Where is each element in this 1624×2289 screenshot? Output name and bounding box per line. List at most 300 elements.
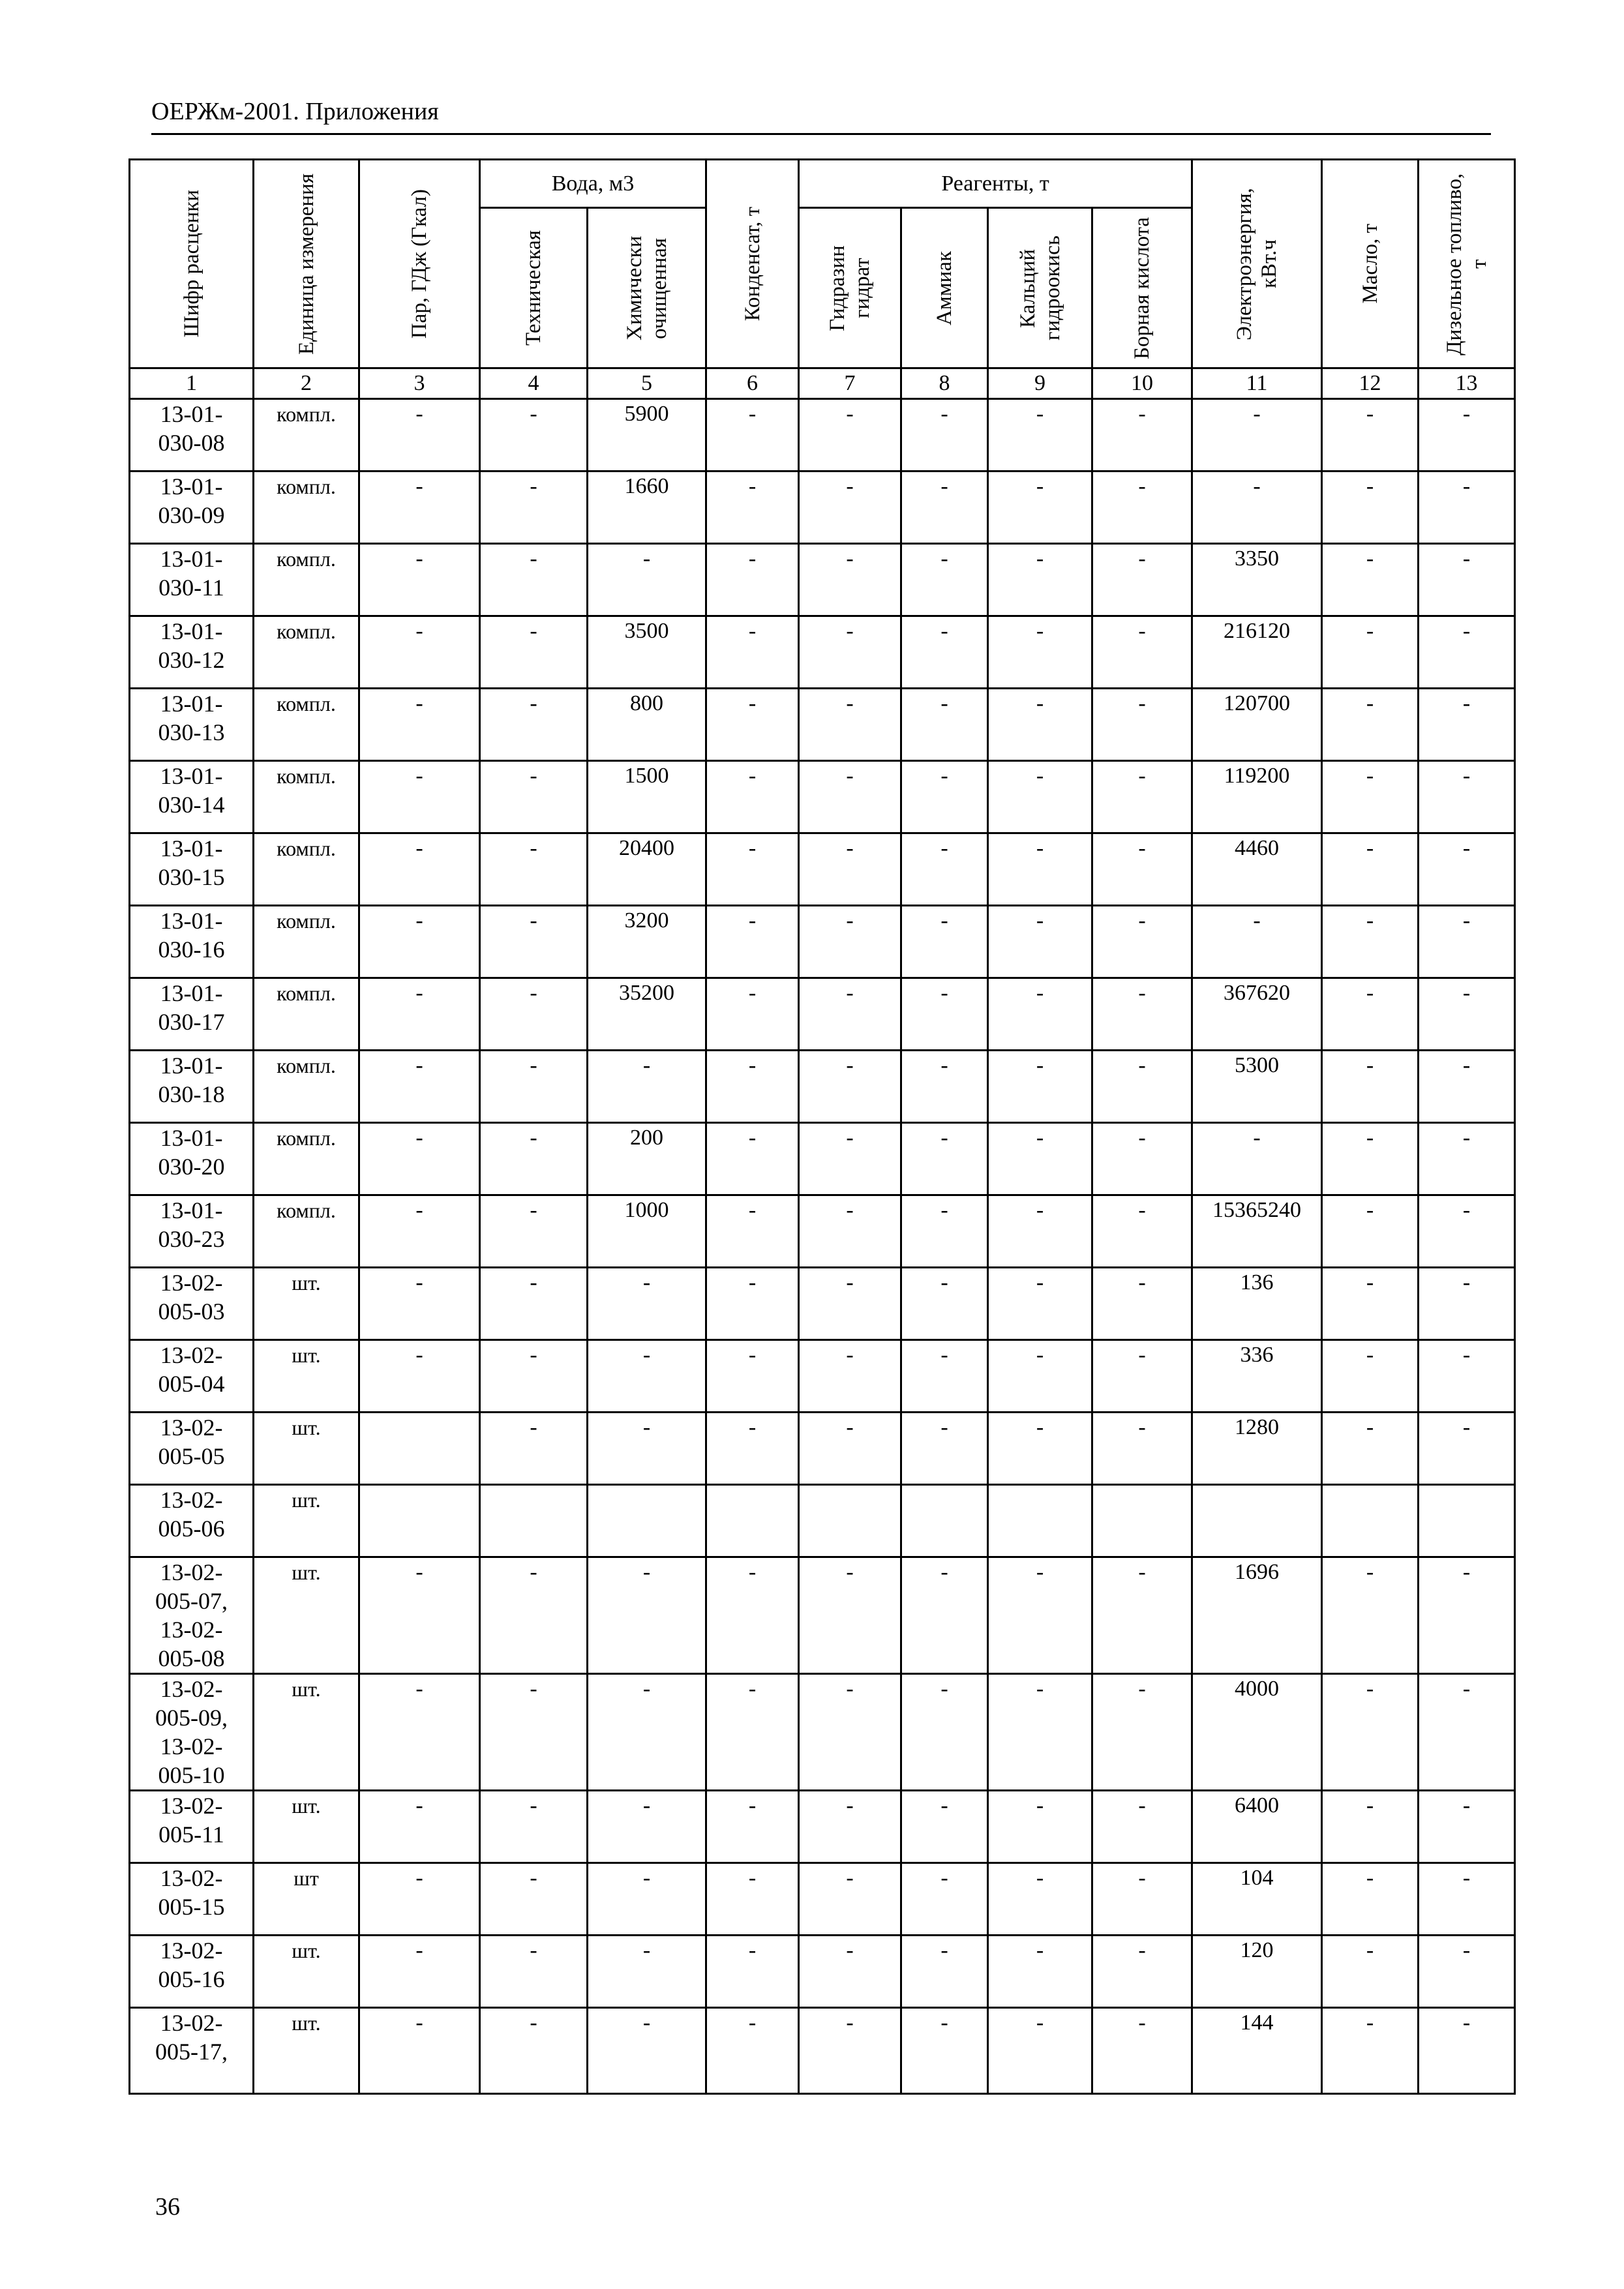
column-number: 6 xyxy=(706,368,799,399)
value-cell: - xyxy=(588,1936,706,2008)
value-cell: 1500 xyxy=(588,761,706,833)
value-cell: - xyxy=(799,1340,901,1413)
value-cell: - xyxy=(988,1791,1092,1863)
value-cell: - xyxy=(988,471,1092,544)
value-cell: 367620 xyxy=(1192,978,1322,1051)
value-cell: - xyxy=(1419,2008,1515,2094)
value-cell: 144 xyxy=(1192,2008,1322,2094)
table-row xyxy=(130,1485,1515,1557)
value-cell: - xyxy=(901,1791,988,1863)
unit-cell: компл. xyxy=(254,616,359,689)
value-cell: - xyxy=(480,1863,588,1936)
value-cell: - xyxy=(988,616,1092,689)
table-row xyxy=(130,1557,1515,1674)
value-cell: - xyxy=(1419,1413,1515,1485)
value-cell: - xyxy=(1322,1413,1419,1485)
table-row xyxy=(130,616,1515,689)
value-cell: - xyxy=(901,616,988,689)
value-cell: - xyxy=(901,978,988,1051)
value-cell: - xyxy=(1322,1123,1419,1195)
rate-code-cell: 13-01- 030-18 xyxy=(130,1051,254,1123)
value-cell: 200 xyxy=(588,1123,706,1195)
value-cell: - xyxy=(588,1051,706,1123)
value-cell: - xyxy=(799,761,901,833)
value-cell: 35200 xyxy=(588,978,706,1051)
rate-code-cell: 13-01- 030-15 xyxy=(130,833,254,906)
page-number: 36 xyxy=(155,2193,180,2221)
column-number: 8 xyxy=(901,368,988,399)
value-cell: 120 xyxy=(1192,1936,1322,2008)
value-cell: - xyxy=(1419,1268,1515,1340)
value-cell: - xyxy=(588,1340,706,1413)
value-cell: - xyxy=(706,544,799,616)
col-header-diesel: Дизельное топливо, т xyxy=(1419,160,1515,368)
rate-code-cell: 13-01- 030-20 xyxy=(130,1123,254,1195)
value-cell: 5300 xyxy=(1192,1051,1322,1123)
unit-cell: шт. xyxy=(254,1268,359,1340)
rate-code-cell: 13-01- 030-13 xyxy=(130,689,254,761)
value-cell: 336 xyxy=(1192,1340,1322,1413)
value-cell: - xyxy=(1419,1791,1515,1863)
col-header-condensate: Конденсат, т xyxy=(706,160,799,368)
value-cell: - xyxy=(988,1413,1092,1485)
value-cell: - xyxy=(359,833,480,906)
value-cell: - xyxy=(480,906,588,978)
value-cell: 4460 xyxy=(1192,833,1322,906)
value-cell: - xyxy=(706,761,799,833)
value-cell: - xyxy=(988,1936,1092,2008)
value-cell: - xyxy=(1092,689,1192,761)
value-cell: - xyxy=(706,1268,799,1340)
value-cell: - xyxy=(1322,399,1419,471)
value-cell: 1660 xyxy=(588,471,706,544)
value-cell: - xyxy=(588,1791,706,1863)
value-cell: - xyxy=(359,689,480,761)
value-cell: - xyxy=(480,1557,588,1674)
value-cell: - xyxy=(799,616,901,689)
col-header-hydrazine: Гидразин гидрат xyxy=(799,208,901,368)
col-header-technical-water: Техническая xyxy=(480,208,588,368)
value-cell: - xyxy=(1092,1195,1192,1268)
unit-cell: компл. xyxy=(254,833,359,906)
value-cell xyxy=(588,1485,706,1557)
unit-cell: компл. xyxy=(254,544,359,616)
rate-code-cell: 13-01- 030-14 xyxy=(130,761,254,833)
table-row xyxy=(130,544,1515,616)
value-cell: - xyxy=(1419,399,1515,471)
table-row xyxy=(130,1413,1515,1485)
rate-code-cell: 13-02- 005-05 xyxy=(130,1413,254,1485)
value-cell xyxy=(1419,1485,1515,1557)
value-cell: - xyxy=(901,1123,988,1195)
table-row xyxy=(130,906,1515,978)
value-cell: - xyxy=(706,906,799,978)
table-row xyxy=(130,1195,1515,1268)
value-cell: - xyxy=(799,1936,901,2008)
rate-code-cell: 13-02- 005-15 xyxy=(130,1863,254,1936)
value-cell: - xyxy=(1322,1791,1419,1863)
unit-cell: компл. xyxy=(254,689,359,761)
value-cell: - xyxy=(706,1123,799,1195)
value-cell: - xyxy=(988,1557,1092,1674)
value-cell: - xyxy=(359,471,480,544)
value-cell: - xyxy=(901,1674,988,1791)
value-cell: - xyxy=(901,906,988,978)
value-cell: - xyxy=(799,2008,901,2094)
value-cell: - xyxy=(480,1195,588,1268)
value-cell: - xyxy=(1419,544,1515,616)
unit-cell: шт. xyxy=(254,1791,359,1863)
value-cell: - xyxy=(799,471,901,544)
value-cell: - xyxy=(706,471,799,544)
rate-code-cell: 13-01- 030-23 xyxy=(130,1195,254,1268)
value-cell: 216120 xyxy=(1192,616,1322,689)
value-cell: - xyxy=(480,471,588,544)
column-number: 1 xyxy=(130,368,254,399)
value-cell: - xyxy=(1092,1051,1192,1123)
value-cell: - xyxy=(1322,1051,1419,1123)
value-cell: - xyxy=(988,2008,1092,2094)
rate-code-cell: 13-02- 005-17, xyxy=(130,2008,254,2094)
table-row xyxy=(130,1340,1515,1413)
value-cell: 5900 xyxy=(588,399,706,471)
unit-cell: шт. xyxy=(254,1674,359,1791)
value-cell: - xyxy=(1322,1863,1419,1936)
value-cell: - xyxy=(706,1791,799,1863)
value-cell: - xyxy=(901,1051,988,1123)
column-number: 11 xyxy=(1192,368,1322,399)
column-number: 7 xyxy=(799,368,901,399)
column-number: 4 xyxy=(480,368,588,399)
value-cell: - xyxy=(988,1123,1092,1195)
value-cell: - xyxy=(1092,399,1192,471)
value-cell: 1696 xyxy=(1192,1557,1322,1674)
rate-code-cell: 13-01- 030-17 xyxy=(130,978,254,1051)
value-cell: - xyxy=(706,1674,799,1791)
value-cell: - xyxy=(1092,1340,1192,1413)
value-cell: - xyxy=(588,1268,706,1340)
value-cell: - xyxy=(1092,544,1192,616)
value-cell: - xyxy=(1419,833,1515,906)
value-cell xyxy=(1092,1485,1192,1557)
value-cell: - xyxy=(588,1863,706,1936)
value-cell: 3200 xyxy=(588,906,706,978)
table-row xyxy=(130,761,1515,833)
resource-table xyxy=(128,158,1516,2095)
value-cell: - xyxy=(799,1123,901,1195)
value-cell xyxy=(988,1485,1092,1557)
value-cell: - xyxy=(359,2008,480,2094)
value-cell: - xyxy=(1322,978,1419,1051)
value-cell: - xyxy=(901,689,988,761)
col-header-reagents-group: Реагенты, т xyxy=(799,160,1192,208)
unit-cell: шт. xyxy=(254,1485,359,1557)
value-cell: - xyxy=(1419,1123,1515,1195)
value-cell: - xyxy=(799,1195,901,1268)
value-cell: 1280 xyxy=(1192,1413,1322,1485)
value-cell: - xyxy=(1419,1051,1515,1123)
value-cell: - xyxy=(1419,1936,1515,2008)
value-cell: - xyxy=(706,399,799,471)
rate-code-cell: 13-02- 005-04 xyxy=(130,1340,254,1413)
value-cell: - xyxy=(1419,689,1515,761)
value-cell: 4000 xyxy=(1192,1674,1322,1791)
value-cell: 119200 xyxy=(1192,761,1322,833)
value-cell: - xyxy=(1419,616,1515,689)
value-cell: - xyxy=(1092,616,1192,689)
table-row xyxy=(130,1791,1515,1863)
value-cell: - xyxy=(901,2008,988,2094)
value-cell: - xyxy=(1419,761,1515,833)
value-cell: - xyxy=(706,1863,799,1936)
value-cell: - xyxy=(480,1123,588,1195)
table-row xyxy=(130,399,1515,471)
value-cell: - xyxy=(359,1340,480,1413)
value-cell: - xyxy=(988,1863,1092,1936)
unit-cell: компл. xyxy=(254,1123,359,1195)
value-cell: - xyxy=(988,761,1092,833)
value-cell: - xyxy=(1092,978,1192,1051)
value-cell: - xyxy=(706,1557,799,1674)
value-cell: - xyxy=(799,1791,901,1863)
value-cell: - xyxy=(901,1340,988,1413)
col-header-ammonia: Аммиак xyxy=(901,208,988,368)
value-cell: - xyxy=(1092,1268,1192,1340)
value-cell: - xyxy=(799,1557,901,1674)
value-cell: - xyxy=(706,978,799,1051)
value-cell: - xyxy=(480,689,588,761)
value-cell xyxy=(901,1485,988,1557)
value-cell: 20400 xyxy=(588,833,706,906)
column-number: 5 xyxy=(588,368,706,399)
value-cell: - xyxy=(480,1936,588,2008)
col-header-electricity: Электроэнергия, кВт.ч xyxy=(1192,160,1322,368)
value-cell: - xyxy=(359,906,480,978)
value-cell: - xyxy=(480,1413,588,1485)
column-number: 12 xyxy=(1322,368,1419,399)
value-cell: - xyxy=(480,544,588,616)
value-cell: - xyxy=(799,978,901,1051)
value-cell: - xyxy=(480,1268,588,1340)
value-cell: - xyxy=(988,833,1092,906)
value-cell: - xyxy=(359,1557,480,1674)
value-cell: - xyxy=(901,761,988,833)
table-row xyxy=(130,1936,1515,2008)
value-cell: - xyxy=(1322,833,1419,906)
value-cell: - xyxy=(901,833,988,906)
value-cell xyxy=(799,1485,901,1557)
value-cell: - xyxy=(1322,689,1419,761)
value-cell: - xyxy=(706,1051,799,1123)
value-cell: - xyxy=(988,978,1092,1051)
column-number: 2 xyxy=(254,368,359,399)
unit-cell: компл. xyxy=(254,1051,359,1123)
value-cell xyxy=(1322,1485,1419,1557)
rate-code-cell: 13-01- 030-09 xyxy=(130,471,254,544)
value-cell: - xyxy=(1192,399,1322,471)
column-number: 3 xyxy=(359,368,480,399)
column-number: 13 xyxy=(1419,368,1515,399)
value-cell: - xyxy=(1092,761,1192,833)
value-cell: - xyxy=(1092,1863,1192,1936)
rate-code-cell: 13-01- 030-12 xyxy=(130,616,254,689)
value-cell: - xyxy=(359,399,480,471)
value-cell: - xyxy=(359,1863,480,1936)
table-row xyxy=(130,1863,1515,1936)
value-cell: - xyxy=(359,1268,480,1340)
value-cell: - xyxy=(1419,906,1515,978)
value-cell: 104 xyxy=(1192,1863,1322,1936)
table-row xyxy=(130,1051,1515,1123)
value-cell: - xyxy=(359,1123,480,1195)
col-header-water-group: Вода, м3 xyxy=(480,160,706,208)
table-row xyxy=(130,1268,1515,1340)
value-cell: - xyxy=(359,978,480,1051)
value-cell: - xyxy=(1092,471,1192,544)
value-cell: 800 xyxy=(588,689,706,761)
value-cell: - xyxy=(988,399,1092,471)
value-cell: - xyxy=(799,544,901,616)
value-cell: - xyxy=(1192,906,1322,978)
value-cell: - xyxy=(799,1051,901,1123)
value-cell: - xyxy=(799,399,901,471)
value-cell: - xyxy=(1092,1557,1192,1674)
value-cell: - xyxy=(901,544,988,616)
header-rule xyxy=(151,133,1491,135)
rate-code-cell: 13-02- 005-11 xyxy=(130,1791,254,1863)
value-cell: - xyxy=(706,616,799,689)
unit-cell: шт. xyxy=(254,1936,359,2008)
value-cell: - xyxy=(588,1674,706,1791)
value-cell: - xyxy=(706,1340,799,1413)
value-cell: - xyxy=(901,399,988,471)
unit-cell: шт. xyxy=(254,1413,359,1485)
value-cell: - xyxy=(480,1674,588,1791)
value-cell: - xyxy=(706,833,799,906)
rate-code-cell: 13-02- 005-06 xyxy=(130,1485,254,1557)
value-cell: - xyxy=(1322,471,1419,544)
value-cell: - xyxy=(359,616,480,689)
value-cell: - xyxy=(1322,1936,1419,2008)
value-cell: 6400 xyxy=(1192,1791,1322,1863)
value-cell: 3350 xyxy=(1192,544,1322,616)
value-cell: - xyxy=(799,1413,901,1485)
value-cell: - xyxy=(799,1674,901,1791)
value-cell: - xyxy=(1419,1340,1515,1413)
value-cell xyxy=(359,1485,480,1557)
value-cell: - xyxy=(1092,906,1192,978)
unit-cell: компл. xyxy=(254,471,359,544)
rate-code-cell: 13-01- 030-08 xyxy=(130,399,254,471)
value-cell: - xyxy=(1322,1557,1419,1674)
value-cell: - xyxy=(1192,1123,1322,1195)
value-cell: - xyxy=(1322,761,1419,833)
col-header-boric-acid: Борная кислота xyxy=(1092,208,1192,368)
value-cell: - xyxy=(1092,1413,1192,1485)
value-cell: - xyxy=(480,761,588,833)
value-cell: - xyxy=(1092,1936,1192,2008)
value-cell xyxy=(359,1413,480,1485)
value-cell: - xyxy=(1092,2008,1192,2094)
rate-code-cell: 13-01- 030-11 xyxy=(130,544,254,616)
value-cell: - xyxy=(359,544,480,616)
column-number: 9 xyxy=(988,368,1092,399)
table-row xyxy=(130,1674,1515,1791)
value-cell: - xyxy=(988,1268,1092,1340)
value-cell: - xyxy=(988,1340,1092,1413)
value-cell: - xyxy=(480,833,588,906)
unit-cell: шт. xyxy=(254,2008,359,2094)
value-cell: - xyxy=(1419,471,1515,544)
value-cell: 15365240 xyxy=(1192,1195,1322,1268)
value-cell: - xyxy=(901,1557,988,1674)
value-cell: - xyxy=(799,833,901,906)
value-cell: 3500 xyxy=(588,616,706,689)
value-cell: - xyxy=(901,471,988,544)
table-row xyxy=(130,689,1515,761)
unit-cell: шт. xyxy=(254,1557,359,1674)
rate-code-cell: 13-02- 005-09, 13-02- 005-10 xyxy=(130,1674,254,1791)
value-cell: - xyxy=(359,1674,480,1791)
value-cell: - xyxy=(1192,471,1322,544)
value-cell: 136 xyxy=(1192,1268,1322,1340)
value-cell: 1000 xyxy=(588,1195,706,1268)
value-cell: - xyxy=(480,1791,588,1863)
value-cell: - xyxy=(1092,1123,1192,1195)
value-cell: - xyxy=(480,1051,588,1123)
value-cell: - xyxy=(1322,906,1419,978)
value-cell: - xyxy=(988,1195,1092,1268)
col-header-code: Шифр расценки xyxy=(130,160,254,368)
unit-cell: компл. xyxy=(254,761,359,833)
value-cell: - xyxy=(480,978,588,1051)
col-header-unit: Единица измерения xyxy=(254,160,359,368)
rate-code-cell: 13-01- 030-16 xyxy=(130,906,254,978)
value-cell: - xyxy=(1419,1863,1515,1936)
value-cell: - xyxy=(901,1268,988,1340)
col-header-steam: Пар, ГДж (Гкал) xyxy=(359,160,480,368)
value-cell: - xyxy=(799,1863,901,1936)
value-cell: - xyxy=(706,689,799,761)
value-cell: - xyxy=(1322,544,1419,616)
value-cell: - xyxy=(1092,833,1192,906)
value-cell: - xyxy=(706,1936,799,2008)
value-cell: - xyxy=(359,1936,480,2008)
value-cell: - xyxy=(480,616,588,689)
value-cell: - xyxy=(1419,1674,1515,1791)
value-cell: - xyxy=(988,1674,1092,1791)
value-cell: - xyxy=(1092,1674,1192,1791)
value-cell: - xyxy=(588,2008,706,2094)
table-row xyxy=(130,471,1515,544)
value-cell: 120700 xyxy=(1192,689,1322,761)
value-cell: - xyxy=(359,1195,480,1268)
col-header-oil: Масло, т xyxy=(1322,160,1419,368)
table-row xyxy=(130,833,1515,906)
col-header-calcium-hydroxide: Кальций гидроокись xyxy=(988,208,1092,368)
value-cell: - xyxy=(901,1195,988,1268)
value-cell: - xyxy=(1419,1557,1515,1674)
value-cell: - xyxy=(359,1051,480,1123)
value-cell xyxy=(480,1485,588,1557)
rate-code-cell: 13-02- 005-16 xyxy=(130,1936,254,2008)
value-cell: - xyxy=(706,1413,799,1485)
value-cell: - xyxy=(901,1413,988,1485)
value-cell: - xyxy=(799,1268,901,1340)
value-cell xyxy=(706,1485,799,1557)
value-cell: - xyxy=(799,689,901,761)
column-number: 10 xyxy=(1092,368,1192,399)
